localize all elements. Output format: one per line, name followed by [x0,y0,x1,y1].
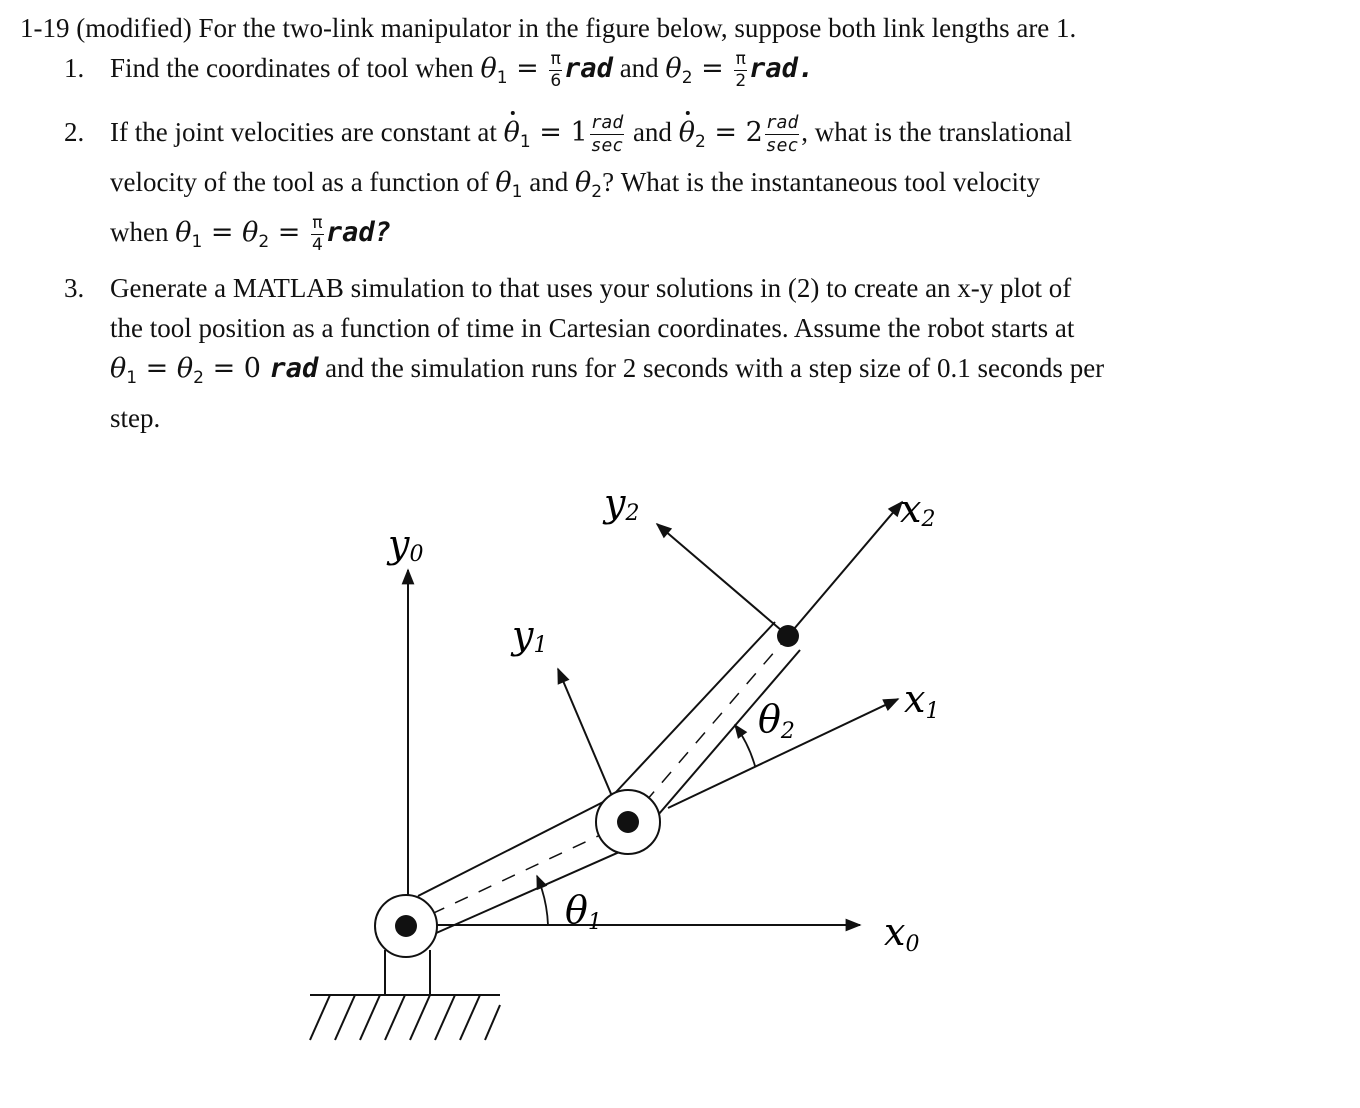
question-number: 1. [64,53,85,83]
elbow-joint [596,790,660,854]
question-2: 2. If the joint velocities are constant at $\theta_1 = 1$ $\frac{\text{rad}}{\sec}$ and $\theta_2 = 2$ $\frac{\text{rad}}{\sec}$ , what is the translational velocity of the tool as a function of $\theta_1$ and $\theta_2$? What is the instantaneous tool velocity when $\theta_1 = \theta_2$ = $\frac{\pi}{4}$ rad? [64,112,1072,256]
label-theta2: θ2 [758,697,795,744]
fraction: $\frac{\text{rad}}{\sec}$ [765,112,799,157]
question-number: 2. [64,117,85,147]
x1-axis [668,699,898,808]
y1-axis [558,669,620,815]
label-x0: x0 [884,910,920,957]
fraction: $\frac{\pi}{4}$ [312,213,323,256]
question-number: 3. [64,273,85,303]
fraction: $\frac{\text{rad}}{\sec}$ [590,112,624,157]
y2-axis [657,524,788,636]
label-x1: x1 [904,677,940,724]
theta2-arc [735,725,755,766]
tool-point [777,625,799,647]
label-theta1: θ1 [565,888,602,935]
fraction: $\frac{\pi}{2}$ [735,49,747,92]
problem-heading: 1-19 (modified) For the two-link manipulator in the figure below, suppose both link lengths are 1. [20,13,1077,43]
base-joint [375,895,437,957]
label-y2: y2 [604,481,640,526]
x2-axis [788,502,902,636]
question-3: 3. Generate a MATLAB simulation to that uses your solutions in (2) to create an x-y plot of the tool position as a function of time in Cartesian coordinates. Assume the robot starts at $\theta_1 = \theta_2 = 0$ rad and the simulation runs for 2 seconds with a step size of 0.1 seconds per step. [20,268,1340,438]
ground-hatching [310,995,500,1040]
label-y0: y0 [388,522,424,567]
label-y1: y1 [512,613,548,658]
fraction: $\frac{\pi}{6}$ [550,49,562,92]
label-x2: x2 [900,487,936,532]
question-1: 1. Find the coordinates of tool when $\theta_1$ = $\frac{\pi}{6}$ rad and $\theta_2$ = $\frac{\pi}{2}$ rad. [64,49,815,92]
